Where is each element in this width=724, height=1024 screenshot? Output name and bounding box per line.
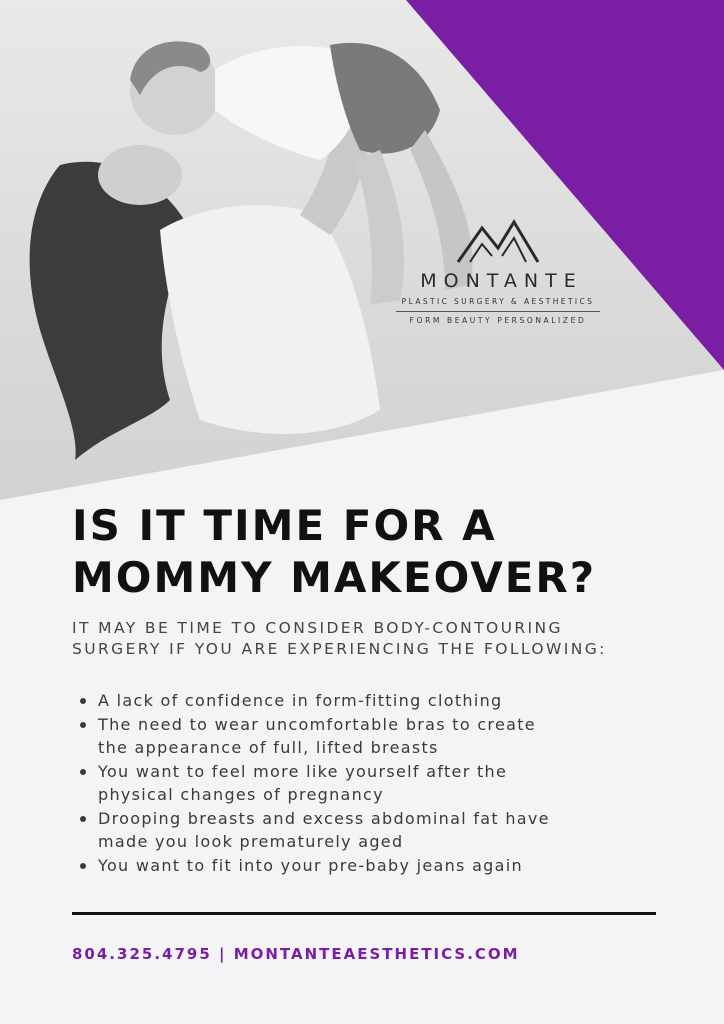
brand-logo — [388, 218, 608, 325]
bullet-dot-icon — [80, 698, 86, 704]
list-item-text-cont: the appearance of full, lifted breasts — [98, 738, 439, 757]
list-item-text: The need to wear uncomfortable bras to create — [98, 714, 536, 734]
list-item — [80, 854, 680, 878]
list-item — [80, 807, 680, 854]
brand-subtitle: PLASTIC SURGERY & AESTHETICS — [401, 297, 595, 306]
subhead — [72, 618, 672, 660]
bullet-dot-icon — [80, 816, 86, 822]
symptom-list — [80, 689, 680, 877]
bullet-dot-icon — [80, 722, 86, 728]
subhead-line-2: SURGERY IF YOU ARE EXPERIENCING THE FOLLOWING: — [72, 640, 607, 658]
brand-name: MONTANTE — [420, 270, 583, 292]
mountain-logo-icon — [456, 218, 540, 264]
headline — [72, 500, 692, 604]
list-item — [80, 760, 680, 807]
bullet-dot-icon — [80, 863, 86, 869]
list-item-text-cont: made you look prematurely aged — [98, 832, 404, 851]
brand-divider — [396, 311, 600, 312]
subhead-line-1: IT MAY BE TIME TO CONSIDER BODY-CONTOURING — [72, 619, 563, 637]
brand-tagline: FORM BEAUTY PERSONALIZED — [409, 316, 587, 325]
footer-divider — [72, 912, 656, 915]
list-item-text: You want to fit into your pre-baby jeans again — [98, 855, 523, 875]
list-item-text-cont: physical changes of pregnancy — [98, 785, 384, 804]
list-item-text: Drooping breasts and excess abdominal fat have — [98, 808, 550, 828]
headline-line-2: MOMMY MAKEOVER? — [72, 553, 597, 602]
list-item-text: You want to feel more like yourself after the — [98, 761, 508, 781]
bullet-dot-icon — [80, 769, 86, 775]
list-item — [80, 689, 680, 713]
headline-line-1: IS IT TIME FOR A — [72, 501, 497, 550]
list-item — [80, 713, 680, 760]
contact-info: 804.325.4795 | MONTANTEAESTHETICS.COM — [72, 945, 520, 963]
list-item-text: A lack of confidence in form-fitting clothing — [98, 691, 503, 710]
